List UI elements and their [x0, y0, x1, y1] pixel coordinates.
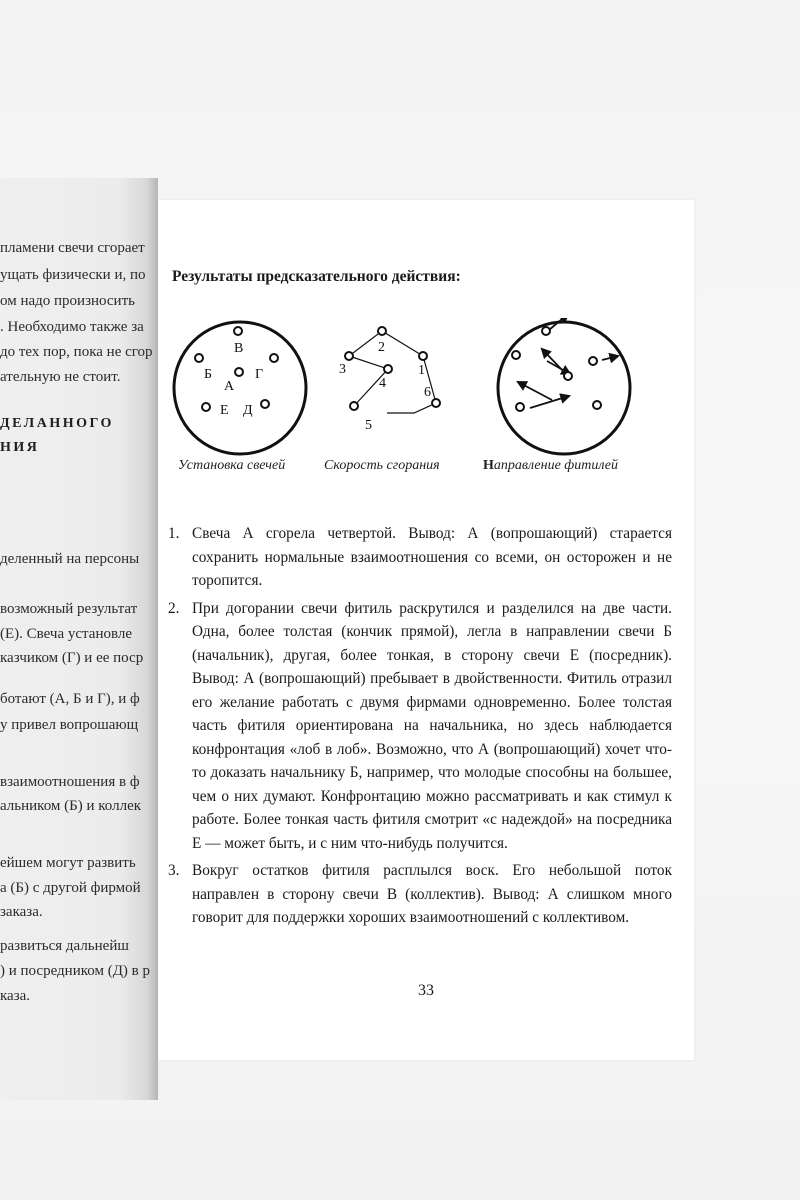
diagram-burn-speed: [332, 318, 472, 458]
speed-label-6: 6: [424, 385, 431, 400]
caption-candle-setup: Установка свечей: [178, 458, 286, 473]
left-page-line: ботают (А, Б и Г), и ф: [0, 691, 140, 707]
left-page-line: ) и посредником (Д) в р: [0, 963, 151, 979]
left-page-line: ейшем могут развить: [0, 855, 136, 871]
list-item-number: 1.: [168, 525, 180, 542]
list-item-text: Свеча А сгорела четвертой. Вывод: А (вопрошающий) старается сохранить нормальные взаимоотношения со всеми, он осторожен и не торопится.: [192, 525, 672, 589]
left-page-line: . Необходимо также за: [0, 319, 144, 335]
candle-label-a: А: [224, 379, 235, 394]
right-page: [158, 200, 694, 1060]
list-item-number: 2.: [168, 599, 180, 617]
left-page-line: заказа.: [0, 904, 43, 920]
list-item-number: 3.: [168, 862, 180, 879]
left-page-line: развиться дальнейш: [0, 938, 129, 954]
left-page-line: каза.: [0, 988, 31, 1004]
burn-speed-figure: [332, 318, 472, 458]
left-page-heading-line1: ДЕЛАННОГО: [0, 416, 114, 431]
left-page-line: пламени свечи сгорает: [0, 240, 145, 256]
candle-label-g: Г: [255, 367, 264, 382]
diagram-wick-direction: [494, 318, 634, 458]
left-page-line: взаимоотношения в ф: [0, 774, 140, 790]
left-page: [0, 178, 158, 1100]
caption-wick-direction-rest: аправление фитилей: [493, 458, 619, 473]
left-page-line: ущать физически и, по: [0, 267, 146, 283]
left-page-heading-line2: НИЯ: [0, 440, 40, 455]
speed-label-4: 4: [379, 376, 386, 391]
candle-label-v: В: [234, 341, 244, 356]
list-item: [168, 859, 672, 930]
left-page-line: у привел вопрошающ: [0, 717, 139, 733]
candle-setup-figure: [170, 318, 310, 458]
speed-label-1: 1: [418, 363, 425, 378]
candle-label-b: Б: [204, 367, 213, 382]
left-page-line: казчиком (Г) и ее поср: [0, 650, 144, 666]
results-list: [168, 522, 672, 934]
list-item-text: Вокруг остатков фитиля расплылся воск. Его небольшой поток направлен в сторону свечи В (коллектив). Вывод: А слишком много говорит для поддержки хороших взаимоотношений с коллективом.: [192, 862, 672, 926]
speed-label-5: 5: [365, 418, 372, 433]
page-title: Результаты предсказательного действия:: [172, 268, 461, 285]
left-page-line: возможный результат: [0, 601, 138, 617]
caption-wick-direction: [483, 458, 618, 474]
list-item: [168, 522, 672, 593]
list-item: [168, 597, 672, 856]
left-page-line: альником (Б) и коллек: [0, 798, 142, 814]
candle-label-e: Е: [220, 403, 229, 418]
left-page-line: деленный на персоны: [0, 551, 140, 567]
left-page-line: ом надо произносить: [0, 293, 135, 309]
left-page-line: (Е). Свеча установле: [0, 626, 132, 642]
list-item-text: При догорании свечи фитиль раскрутился и разделился на две части. Одна, более толстая (кончик прямой), легла в направлении свечи Б (начальник), другая, более тонкая, в сторону свечи Е (посредник). Вывод: А (вопрошающий) пребывает в двойственности. Фитиль отразил его желание работать с двумя фирмами одновременно. Более толстая часть фитиля ориентирована на начальника, но здесь наблюдается конфронтация «лоб в лоб». Возможно, что А (вопрошающий) хочет что-то доказать начальнику Б, например, что молодые способны на большее, чем о них думают. Конфронтацию можно рассматривать и как стимул к работе. Более тонкая часть фитиля смотрит «с надеждой» на посредника Е — может быть, и с ним что-нибудь получится.: [192, 599, 672, 852]
left-page-line: до тех пор, пока не сгор: [0, 344, 153, 360]
wick-direction-figure: [494, 318, 634, 458]
left-page-line: ательную не стоит.: [0, 369, 121, 385]
caption-wick-direction-initial: Н: [483, 458, 494, 473]
candle-label-d: Д: [243, 403, 253, 418]
speed-label-2: 2: [378, 340, 385, 355]
speed-label-3: 3: [339, 362, 346, 377]
left-page-line: а (Б) с другой фирмой: [0, 880, 141, 896]
page-number: 33: [418, 982, 434, 999]
diagram-candle-setup: [170, 318, 310, 458]
caption-burn-speed: Скорость сгорания: [324, 458, 440, 473]
